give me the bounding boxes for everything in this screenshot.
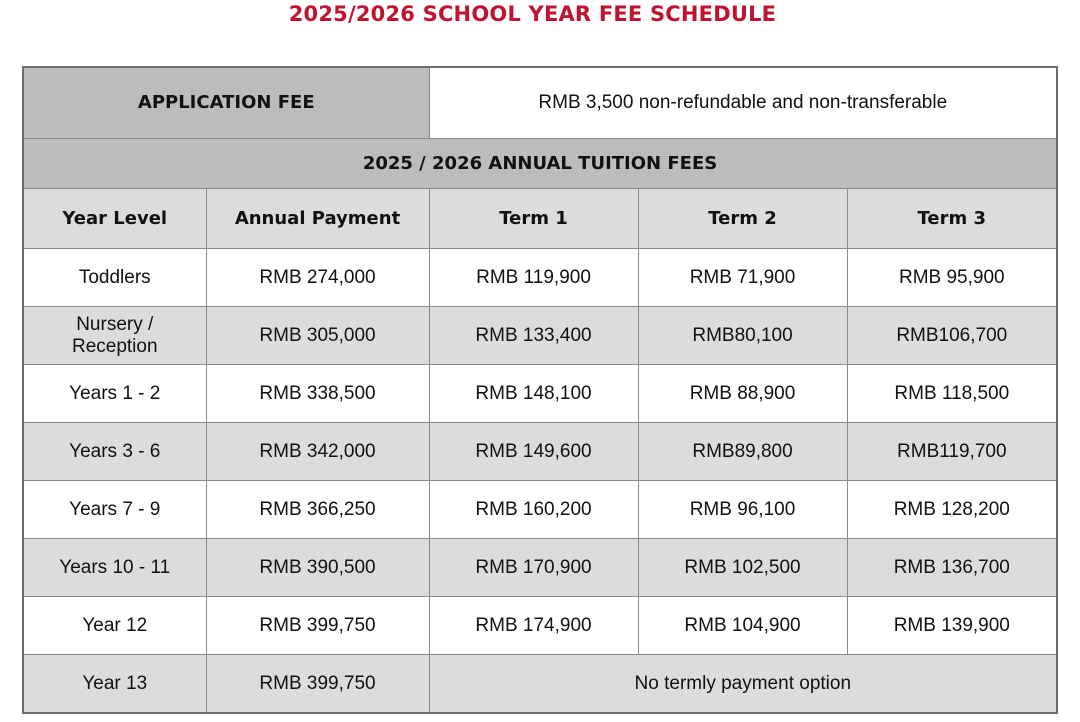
term-1-cell: RMB 174,900 <box>429 597 638 655</box>
column-header-row <box>23 189 1057 249</box>
no-termly-payment-cell: No termly payment option <box>429 655 1057 714</box>
year-level-cell: Years 10 - 11 <box>23 539 206 597</box>
term-2-cell: RMB 102,500 <box>638 539 847 597</box>
annual-payment-cell: RMB 399,750 <box>206 597 429 655</box>
term-3-cell: RMB 128,200 <box>847 481 1057 539</box>
annual-payment-cell: RMB 366,250 <box>206 481 429 539</box>
annual-payment-cell: RMB 305,000 <box>206 307 429 365</box>
column-header-term-2: Term 2 <box>638 189 847 249</box>
column-header-term-1: Term 1 <box>429 189 638 249</box>
page-title: 2025/2026 SCHOOL YEAR FEE SCHEDULE <box>288 2 777 26</box>
term-3-cell: RMB106,700 <box>847 307 1057 365</box>
year-level-cell: Year 13 <box>23 655 206 714</box>
term-3-cell: RMB 118,500 <box>847 365 1057 423</box>
table-row <box>23 539 1057 597</box>
annual-payment-cell: RMB 274,000 <box>206 249 429 307</box>
fee-table <box>22 66 1058 714</box>
annual-tuition-heading: 2025 / 2026 ANNUAL TUITION FEES <box>23 139 1057 189</box>
year-level-cell: Years 3 - 6 <box>23 423 206 481</box>
year-level-cell: Toddlers <box>23 249 206 307</box>
year-level-cell: Year 12 <box>23 597 206 655</box>
table-row <box>23 481 1057 539</box>
year-level-label: Nursery / Reception <box>71 313 158 357</box>
term-2-cell: RMB 88,900 <box>638 365 847 423</box>
year-level-cell: Years 1 - 2 <box>23 365 206 423</box>
term-2-cell: RMB 96,100 <box>638 481 847 539</box>
term-1-cell: RMB 148,100 <box>429 365 638 423</box>
term-1-cell: RMB 160,200 <box>429 481 638 539</box>
annual-payment-cell: RMB 338,500 <box>206 365 429 423</box>
application-fee-row <box>23 67 1057 139</box>
table-row <box>23 597 1057 655</box>
column-header-term-3: Term 3 <box>847 189 1057 249</box>
term-2-cell: RMB89,800 <box>638 423 847 481</box>
table-row <box>23 307 1057 365</box>
term-1-cell: RMB 170,900 <box>429 539 638 597</box>
application-fee-label: APPLICATION FEE <box>23 67 429 139</box>
term-2-cell: RMB80,100 <box>638 307 847 365</box>
application-fee-value: RMB 3,500 non-refundable and non-transferable <box>429 67 1057 139</box>
table-row <box>23 365 1057 423</box>
year-level-cell <box>23 307 206 365</box>
term-3-cell: RMB 136,700 <box>847 539 1057 597</box>
term-1-cell: RMB 149,600 <box>429 423 638 481</box>
term-3-cell: RMB 139,900 <box>847 597 1057 655</box>
term-3-cell: RMB119,700 <box>847 423 1057 481</box>
annual-payment-cell: RMB 399,750 <box>206 655 429 714</box>
term-1-cell: RMB 119,900 <box>429 249 638 307</box>
annual-payment-cell: RMB 390,500 <box>206 539 429 597</box>
column-header-annual-payment: Annual Payment <box>206 189 429 249</box>
term-2-cell: RMB 104,900 <box>638 597 847 655</box>
column-header-year-level: Year Level <box>23 189 206 249</box>
term-1-cell: RMB 133,400 <box>429 307 638 365</box>
term-3-cell: RMB 95,900 <box>847 249 1057 307</box>
year-level-cell: Years 7 - 9 <box>23 481 206 539</box>
table-row <box>23 655 1057 714</box>
term-2-cell: RMB 71,900 <box>638 249 847 307</box>
table-row <box>23 423 1057 481</box>
table-row <box>23 249 1057 307</box>
annual-payment-cell: RMB 342,000 <box>206 423 429 481</box>
section-header-row <box>23 139 1057 189</box>
